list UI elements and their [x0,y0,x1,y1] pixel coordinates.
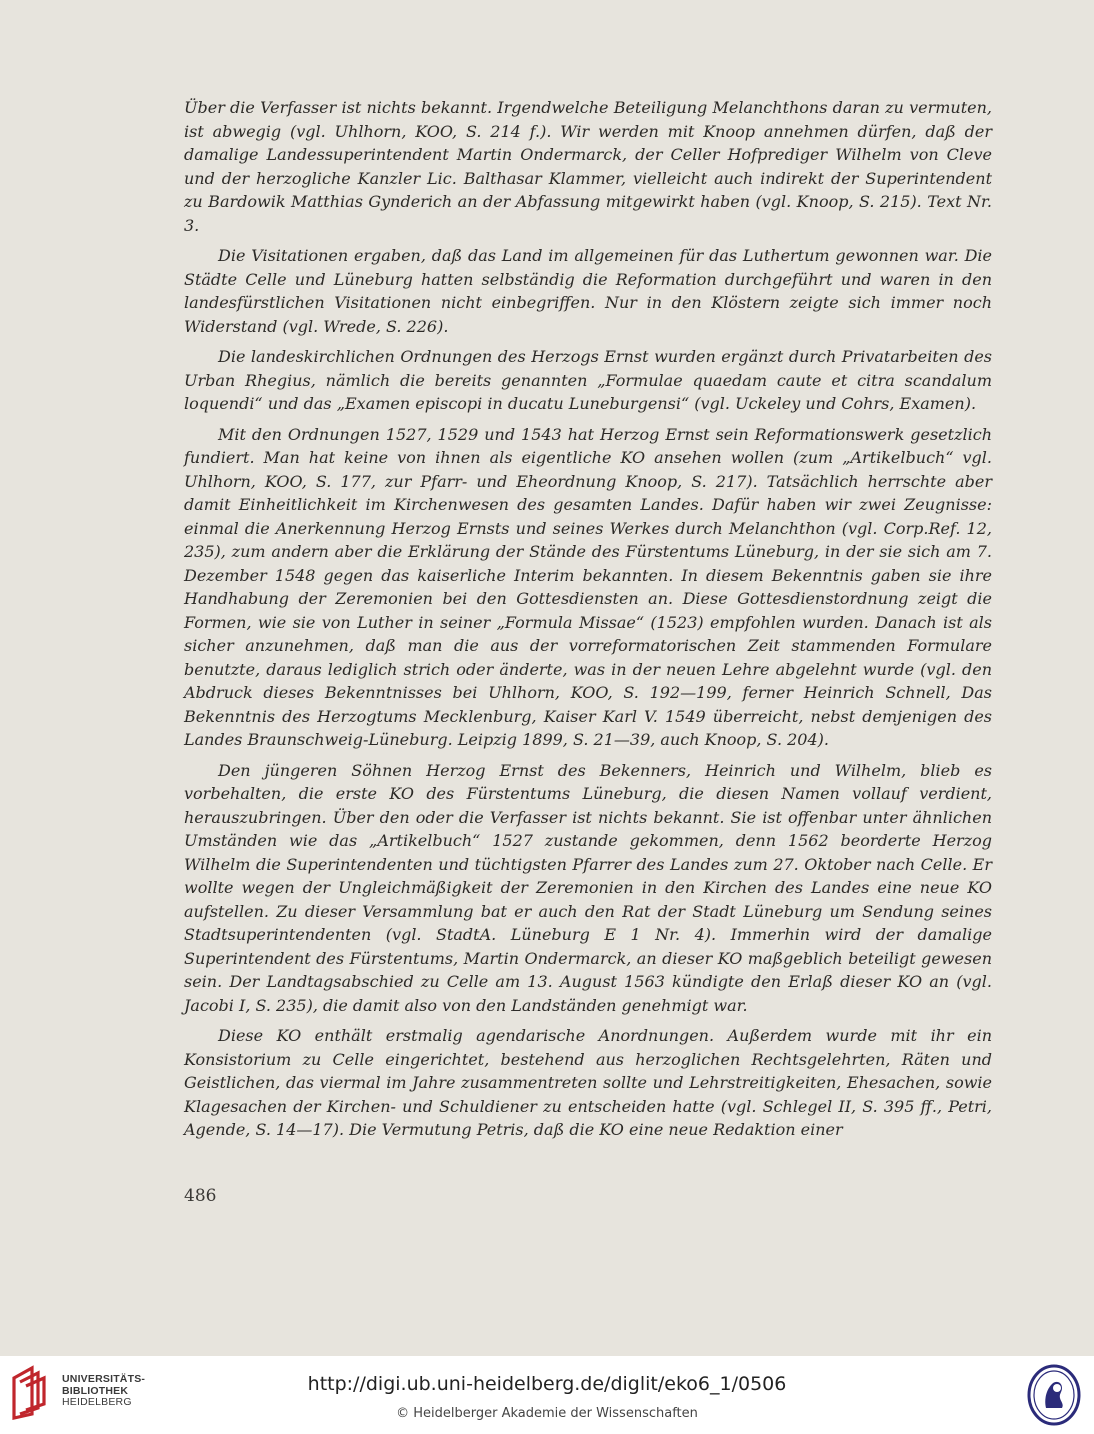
library-name-line3: HEIDELBERG [62,1396,132,1408]
paragraph-6: Diese KO enthält erstmalig agendarische Anordnungen. Außerdem wurde mit ihr ein Konsistorium zu Celle eingerichtet, bestehend aus herzoglichen Rechtsgelehrten, Räten und Geistlichen, das viermal im Jahre zusammentreten sollte und Lehrstreitigkeiten, Ehesachen, sowie Klagesachen der Kirchen- und Schuldiener zu entscheiden hatte (vgl. Schlegel II, S. 395 ff., Petri, Agende, S. 14—17). Die Vermutung Petris, daß die KO eine neue Redaktion einer [184,1026,992,1139]
library-name-line1: UNIVERSITÄTS- [62,1373,146,1385]
copyright-notice: © Heidelberger Akademie der Wissenschaften [396,1406,698,1421]
permalink-url[interactable]: http://digi.ub.uni-heidelberg.de/diglit/eko6_1/0506 [307,1373,787,1395]
paragraph-2: Die Visitationen ergaben, daß das Land im allgemeinen für das Luthertum gewonnen war. Die Städte Celle und Lüneburg hatten selbständig die Reformation durchgeführt und waren in den landesfürstlichen Visitationen nicht einbegriffen. Nur in den Klöstern zeigte sich immer noch Widerstand (vgl. Wrede, S. 226). [184,246,992,336]
paragraph-3: Die landeskirchlichen Ordnungen des Herzogs Ernst wurden ergänzt durch Privatarbeiten des Urban Rhegius, nämlich die bereits genannten „Formulae quaedam caute et citra scandalum loquendi“ und das „Examen episcopi in ducatu Luneburgensi“ (vgl. Uckeley und Cohrs, Examen). [184,347,992,413]
academy-seal-icon[interactable] [1026,1364,1082,1426]
library-name-line2: BIBLIOTHEK [62,1384,129,1397]
footer-bar [0,1356,1094,1434]
paragraph-1: Über die Verfasser ist nichts bekannt. Irgendwelche Beteiligung Melanchthons daran zu vermuten, ist abwegig (vgl. Uhlhorn, KOO, S. 214 f.). Wir werden mit Knoop annehmen dürfen, daß der damalige Landessuperintendent Martin Ondermarck, der Celler Hofprediger Wilhelm von Cleve und der herzogliche Kanzler Lic. Balthasar Klammer, vielleicht auch indirekt der Superintendent zu Bardowik Matthias Gynderich an der Abfassung mitgewirkt haben (vgl. Knoop, S. 215). Text Nr. 3. [184,98,992,235]
paragraph-4: Mit den Ordnungen 1527, 1529 und 1543 hat Herzog Ernst sein Reformationswerk gesetzlich fundiert. Man hat keine von ihnen als eigentliche KO ansehen wollen (zum „Artikelbuch“ vgl. Uhlhorn, KOO, S. 177, zur Pfarr- und Eheordnung Knoop, S. 217). Tatsächlich herrschte aber damit Einheitlichkeit im Kirchenwesen des gesamten Landes. Dafür haben wir zwei Zeugnisse: einmal die Anerkennung Herzog Ernsts und seines Werkes durch Melanchthon (vgl. Corp.Ref. 12, 235), zum andern aber die Erklärung der Stände des Fürstentums Lüneburg, in der sie sich am 7. Dezember 1548 gegen das kaiserliche Interim bekannten. In diesem Bekenntnis gaben sie ihre Handhabung der Zeremonien bei den Gottesdiensten an. Diese Gottesdienstordnung zeigt die Formen, wie sie von Luther in seiner „Formula Missae“ (1523) empfohlen wurden. Danach ist als sicher anzunehmen, daß man die aus der vorreformatorischen Zeit stammenden Formulare benutzte, daraus lediglich strich oder änderte, was in der neuen Lehre abgelehnt wurde (vgl. den Abdruck dieses Bekenntnisses bei Uhlhorn, KOO, S. 192—199, ferner Heinrich Schnell, Das Bekenntnis des Herzogtums Mecklenburg, Kaiser Karl V. 1549 überreicht, nebst demjenigen des Landes Braunschweig-Lüneburg. Leipzig 1899, S. 21—39, auch Knoop, S. 204). [184,424,992,749]
paragraph-5: Den jüngeren Söhnen Herzog Ernst des Bekenners, Heinrich und Wilhelm, blieb es vorbehalten, die erste KO des Fürstentums Lüneburg, die diesen Namen vollauf verdient, herauszubringen. Über den oder die Verfasser ist nichts bekannt. Sie ist offenbar unter ähnlichen Umständen wie das „Artikelbuch“ 1527 zustande gekommen, denn 1562 beorderte Herzog Wilhelm die Superintendenten und tüchtigsten Pfarrer des Landes zum 27. Oktober nach Celle. Er wollte wegen der Ungleichmäßigkeit der Zeremonien in den Kirchen des Landes eine neue KO aufstellen. Zu dieser Versammlung bat er auch den Rat der Stadt Lüneburg um Sendung seines Stadtsuperintendenten (vgl. StadtA. Lüneburg E 1 Nr. 4). Immerhin wird der damalige Superintendent des Fürstentums, Martin Ondermarck, an dieser KO maßgeblich beteiligt gewesen sein. Der Landtagsabschied zu Celle am 13. August 1563 kündigte den Erlaß dieser KO an (vgl. Jacobi I, S. 235), die damit also von den Landständen genehmigt war. [184,760,992,1015]
body-text [184,96,992,1142]
page-number: 486 [184,1186,217,1206]
